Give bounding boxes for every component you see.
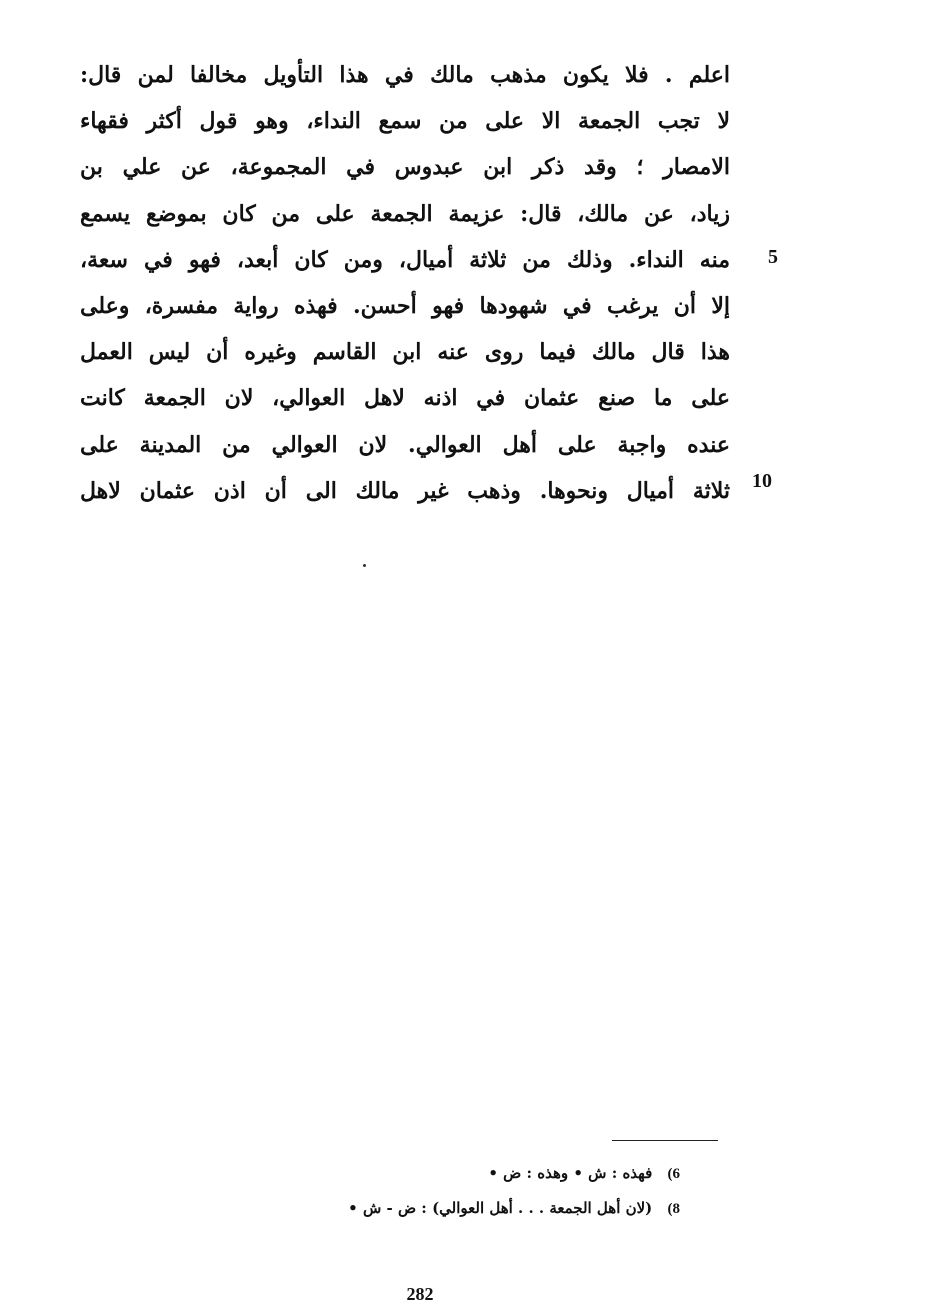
- text-line-7: هذا قال مالك فيما روى عنه ابن القاسم وغيره أن ليس العمل: [80, 339, 730, 366]
- footnote-8: [200, 1191, 680, 1226]
- text-line-2: لا تجب الجمعة الا على من سمع النداء، وهو قول أكثر فقهاء: [80, 108, 730, 135]
- main-text-block: [80, 52, 730, 514]
- text-line-1: اعلم . فلا يكون مذهب مالك في هذا التأويل مخالفا لمن قال:: [80, 62, 730, 88]
- text-line-3: الامصار ؛ وقد ذكر ابن عبدوس في المجموعة، عن علي بن: [80, 154, 730, 181]
- footnote-separator: [612, 1140, 718, 1141]
- text-line-10: ثلاثة أميال ونحوها. وذهب غير مالك الى أن اذن عثمان لاهل: [80, 477, 730, 504]
- text-line-5: منه النداء. وذلك من ثلاثة أميال، ومن كان أبعد، فهو في سعة،: [80, 246, 730, 273]
- footnote-number: 8): [667, 1201, 680, 1217]
- text-line-6: إلا أن يرغب في شهودها فهو أحسن. فهذه رواية مفسرة، وعلى: [80, 292, 730, 319]
- footnote-6: [200, 1156, 680, 1191]
- line-number-5: 5: [768, 246, 778, 268]
- stray-dot: [363, 564, 366, 567]
- text-line-9: عنده واجبة على أهل العوالي. لان العوالي من المدينة على: [80, 431, 730, 458]
- line-number-10: 10: [752, 470, 772, 492]
- text-line-8: على ما صنع عثمان في اذنه لاهل العوالي، لان الجمعة كانت: [80, 385, 730, 412]
- footnote-text: (لان أهل الجمعة . . . أهل العوالي) : ض - ش •: [348, 1199, 653, 1217]
- text-line-4: زياد، عن مالك، قال: عزيمة الجمعة على من كان بموضع يسمع: [80, 200, 730, 227]
- page-number: 282: [406, 1284, 434, 1304]
- footnotes-block: [200, 1156, 680, 1226]
- footnote-text: فهذه : ش • وهذه : ض •: [488, 1164, 653, 1182]
- footnote-number: 6): [667, 1166, 680, 1182]
